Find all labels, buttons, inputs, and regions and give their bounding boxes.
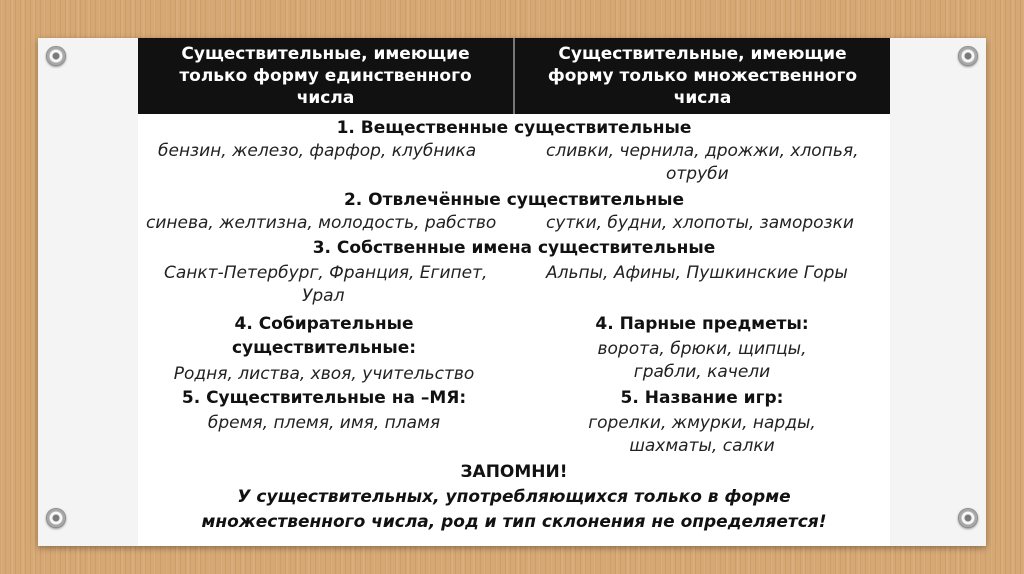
note-title: ЗАПОМНИ! <box>460 462 568 482</box>
section2-left-examples: синева, желтизна, молодость, рабство <box>146 213 497 233</box>
section4-left-title-cont: существительные: <box>231 338 417 358</box>
section4-left-examples: Родня, листва, хвоя, учительство <box>173 364 475 384</box>
note-line1: У существительных, употребляющихся только в форме <box>237 487 791 507</box>
section2-title: 2. Отвлечённые существительные <box>343 190 685 210</box>
section5-right-examples-cont: шахматы, салки <box>629 436 775 456</box>
section1-right-examples: сливки, чернила, дрожжи, хлопья, <box>546 141 859 161</box>
section1-right-examples-cont: отруби <box>666 164 729 184</box>
section5-left-title: 5. Существительные на –МЯ: <box>181 388 467 408</box>
section4-right-title: 4. Парные предметы: <box>595 314 809 334</box>
pin-icon <box>46 508 66 528</box>
section4-right-examples-cont: грабли, качели <box>633 362 771 382</box>
header-singular: Существительные, имеющие только форму единственного числа <box>179 44 472 108</box>
section5-right-examples: горелки, жмурки, нарды, <box>588 413 816 433</box>
section1-left-examples: бензин, железо, фарфор, клубника <box>158 141 477 161</box>
section4-left-title: 4. Собирательные <box>234 314 414 334</box>
content-panel <box>138 38 890 546</box>
header-plural: Существительные, имеющие форму только множественного числа <box>547 44 858 108</box>
section4-right-examples: ворота, брюки, щипцы, <box>597 339 807 359</box>
section2-right-examples: сутки, будни, хлопоты, заморозки <box>546 213 854 233</box>
pin-icon <box>46 46 66 66</box>
table-header <box>138 38 890 114</box>
note-line2: множественного числа, род и тип склонения не определяется! <box>201 512 827 532</box>
pin-icon <box>958 46 978 66</box>
section5-right-title: 5. Название игр: <box>620 388 784 408</box>
section3-left-examples-cont: Урал <box>302 286 345 306</box>
section1-title: 1. Вещественные существительные <box>336 118 692 138</box>
section3-title: 3. Собственные имена существительные <box>312 238 716 258</box>
section5-left-examples: бремя, племя, имя, пламя <box>207 413 441 433</box>
section3-left-examples: Санкт-Петербург, Франция, Египет, <box>164 263 488 283</box>
section3-right-examples: Альпы, Афины, Пушкинские Горы <box>546 263 848 283</box>
pin-icon <box>958 508 978 528</box>
